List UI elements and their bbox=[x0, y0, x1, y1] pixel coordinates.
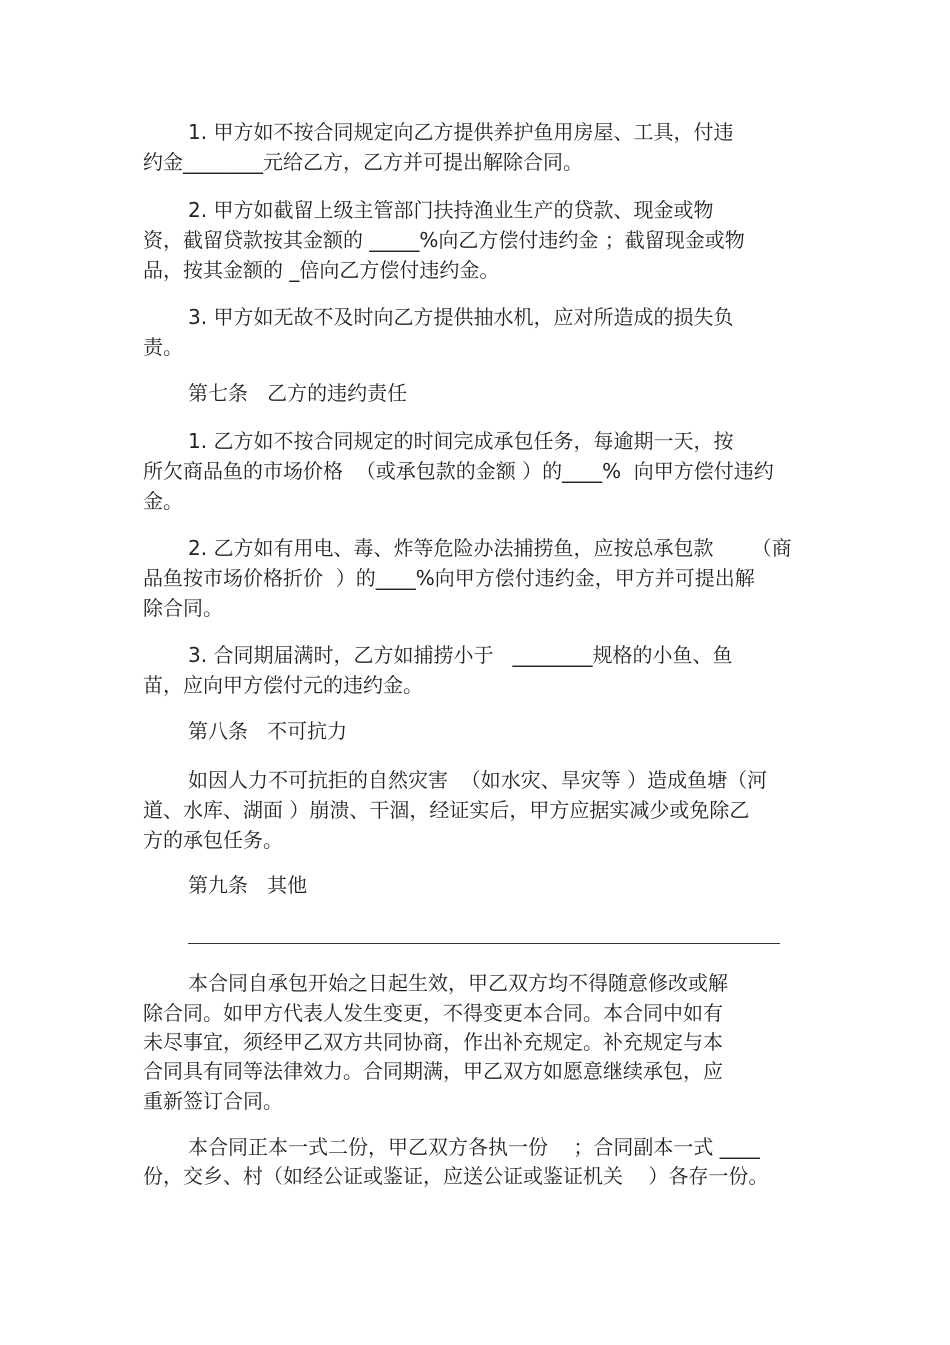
article-9-heading: 第九条 其他 bbox=[188, 873, 308, 897]
clause-6-1-line-2: 约金________元给乙方，乙方并可提出解除合同。 bbox=[143, 150, 583, 174]
article-8-text-line-1: 如因人力不可抗拒的自然灾害 （如水灾、旱灾等 ）造成鱼塘（河 bbox=[188, 768, 768, 792]
fill-in-blank-line bbox=[188, 943, 780, 944]
copies-para-line-2: 份，交乡、村（如经公证或鉴证，应送公证或鉴证机关 ）各存一份。 bbox=[143, 1164, 769, 1188]
effect-para-line-1: 本合同自承包开始之日起生效，甲乙双方均不得随意修改或解 bbox=[188, 971, 728, 995]
copies-para-line-1: 本合同正本一式二份，甲乙双方各执一份 ；合同副本一式 ____ bbox=[188, 1135, 760, 1159]
effect-para-line-2: 除合同。如甲方代表人发生变更，不得变更本合同。本合同中如有 bbox=[143, 1001, 723, 1025]
clause-7-1-line-1: 1. 乙方如不按合同规定的时间完成承包任务，每逾期一天，按 bbox=[188, 429, 734, 453]
clause-6-2-line-3: 品，按其金额的 _倍向乙方偿付违约金。 bbox=[143, 258, 500, 282]
clause-6-3-line-1: 3. 甲方如无故不及时向乙方提供抽水机，应对所造成的损失负 bbox=[188, 305, 734, 329]
clause-7-3-line-2: 苗，应向甲方偿付元的违约金。 bbox=[143, 673, 423, 697]
article-8-heading: 第八条 不可抗力 bbox=[188, 719, 348, 743]
clause-6-2-line-2: 资，截留贷款按其金额的 _____%向乙方偿付违约金 ；截留现金或物 bbox=[143, 228, 745, 252]
clause-7-3-line-1: 3. 合同期届满时，乙方如捕捞小于 ________规格的小鱼、鱼 bbox=[188, 643, 733, 667]
clause-7-1-line-2: 所欠商品鱼的市场价格 （或承包款的金额 ）的____% 向甲方偿付违约 bbox=[143, 459, 774, 483]
article-8-text-line-3: 方的承包任务。 bbox=[143, 828, 283, 852]
effect-para-line-4: 合同具有同等法律效力。合同期满，甲乙双方如愿意继续承包，应 bbox=[143, 1059, 723, 1083]
clause-7-1-line-3: 金。 bbox=[143, 489, 183, 513]
clause-6-3-line-2: 责。 bbox=[143, 335, 183, 359]
clause-6-1-line-1: 1. 甲方如不按合同规定向乙方提供养护鱼用房屋、工具，付违 bbox=[188, 120, 734, 144]
clause-7-2-line-3: 除合同。 bbox=[143, 596, 223, 620]
effect-para-line-5: 重新签订合同。 bbox=[143, 1089, 283, 1113]
article-7-heading: 第七条 乙方的违约责任 bbox=[188, 381, 408, 405]
clause-7-2-line-1: 2. 乙方如有用电、毒、炸等危险办法捕捞鱼，应按总承包款 （商 bbox=[188, 536, 792, 560]
clause-7-2-line-2: 品鱼按市场价格折价 ）的____%向甲方偿付违约金，甲方并可提出解 bbox=[143, 566, 755, 590]
effect-para-line-3: 未尽事宜，须经甲乙双方共同协商，作出补充规定。补充规定与本 bbox=[143, 1030, 723, 1054]
article-8-text-line-2: 道、水库、湖面 ）崩溃、干涸，经证实后，甲方应据实减少或免除乙 bbox=[143, 798, 750, 822]
clause-6-2-line-1: 2. 甲方如截留上级主管部门扶持渔业生产的贷款、现金或物 bbox=[188, 198, 714, 222]
